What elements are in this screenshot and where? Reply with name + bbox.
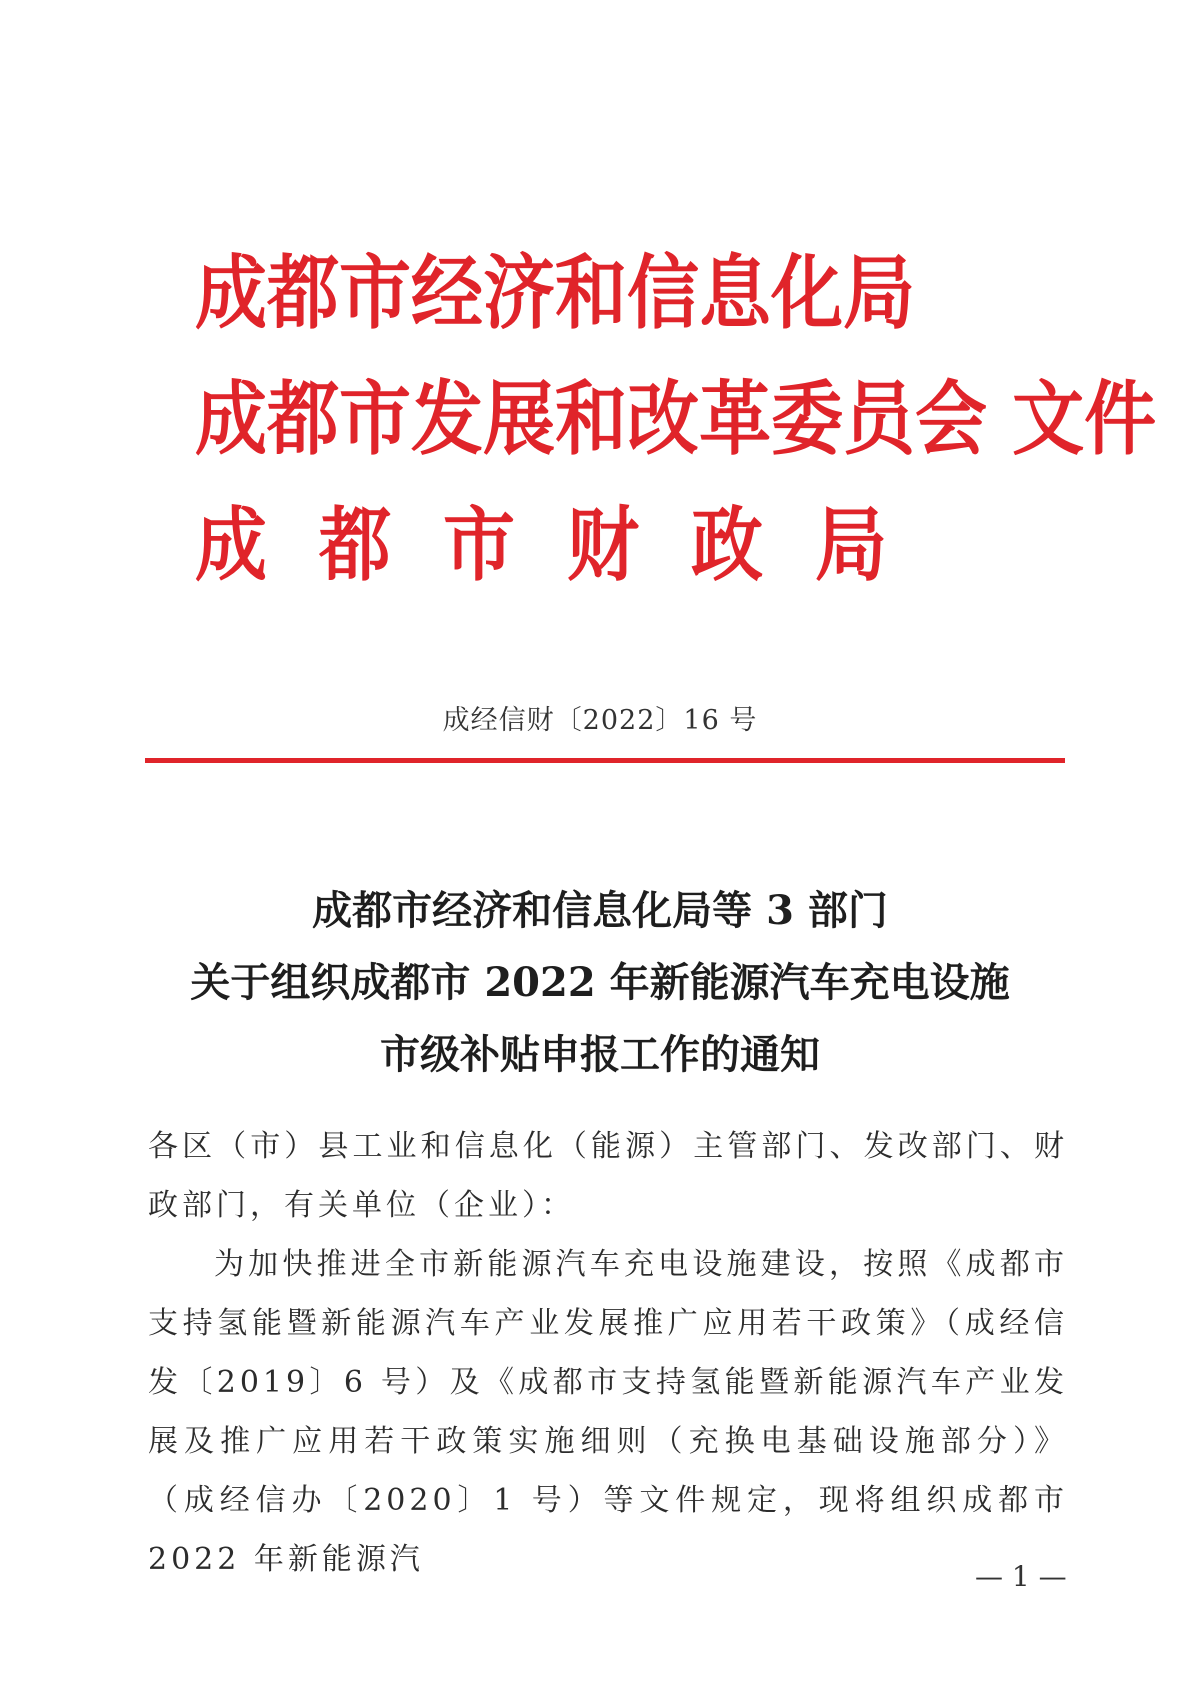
body-paragraph: 为加快推进全市新能源汽车充电设施建设，按照《成都市支持氢能暨新能源汽车产业发展推广应用若干政策》（成经信发〔2019〕6 号）及《成都市支持氢能暨新能源汽车产业发展及推广应用若干政策实施细则（充换电基础设施部分）》（成经信办〔2020〕1 号）等文件规定，现将组织成都市 2022 年新能源汽	[148, 1247, 1068, 1577]
red-divider-line	[145, 758, 1065, 763]
document-title	[0, 875, 1200, 1091]
header-line-development-commission: 成都市发展和改革委员会 文件	[195, 371, 1157, 467]
header-line-finance-bureau: 成都市财政局	[195, 497, 940, 593]
header-line-economy-bureau: 成都市经济和信息化局	[195, 245, 916, 341]
salutation: 各区（市）县工业和信息化（能源）主管部门、发改部门、财政部门，有关单位（企业）：	[148, 1129, 1068, 1223]
title-line-2: 关于组织成都市 2022 年新能源汽车充电设施	[190, 959, 1010, 1006]
title-line-3: 市级补贴申报工作的通知	[380, 1031, 820, 1078]
document-number: 成经信财〔2022〕16 号	[442, 705, 758, 736]
title-line-1: 成都市经济和信息化局等 3 部门	[312, 887, 888, 934]
document-body	[148, 1117, 1068, 1589]
page-number: — 1 —	[975, 1560, 1067, 1593]
issuing-authority-header	[195, 230, 1157, 608]
